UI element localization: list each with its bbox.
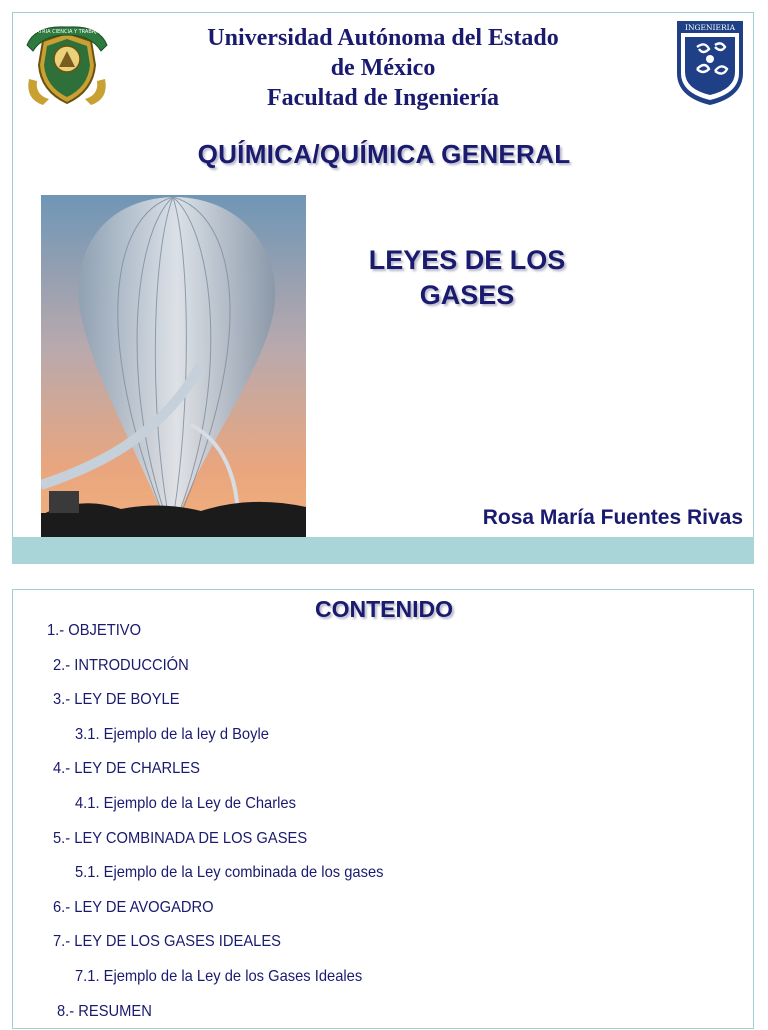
author-name: Rosa María Fuentes Rivas bbox=[482, 506, 743, 529]
topic-line-2: GASES bbox=[419, 280, 515, 310]
contents-slide bbox=[12, 589, 754, 1029]
toc-item: 6.- LEY DE AVOGADRO bbox=[53, 898, 214, 916]
uaem-crest-icon bbox=[21, 19, 113, 111]
toc-item: 7.- LEY DE LOS GASES IDEALES bbox=[53, 933, 281, 951]
toc-item: 3.- LEY DE BOYLE bbox=[53, 691, 180, 709]
faculty-line: Facultad de Ingeniería bbox=[267, 85, 499, 111]
topic-line-1: LEYES DE LOS bbox=[368, 245, 566, 275]
university-line-1: Universidad Autónoma del Estado bbox=[207, 25, 559, 51]
title-slide bbox=[12, 12, 754, 564]
toc-item: 5.1. Ejemplo de la Ley combinada de los gases bbox=[75, 864, 384, 882]
toc-item: 4.- LEY DE CHARLES bbox=[53, 760, 200, 778]
toc-item: 2.- INTRODUCCIÓN bbox=[53, 656, 189, 674]
toc-item: 3.1. Ejemplo de la ley d Boyle bbox=[75, 725, 269, 743]
table-of-contents bbox=[13, 590, 755, 1030]
course-title: QUÍMICA/QUÍMICA GENERAL bbox=[197, 139, 571, 169]
toc-item: 4.1. Ejemplo de la Ley de Charles bbox=[75, 795, 296, 812]
topic-title bbox=[333, 243, 601, 313]
university-line-2: de México bbox=[330, 55, 436, 81]
university-heading bbox=[133, 23, 633, 113]
toc-item: 8.- RESUMEN bbox=[57, 1002, 152, 1020]
toc-item: 7.1. Ejemplo de la Ley de los Gases Ideales bbox=[75, 968, 363, 985]
toc-item: 5.- LEY COMBINADA DE LOS GASES bbox=[53, 829, 308, 847]
crest-motto: PATRIA CIENCIA Y TRABAJO bbox=[33, 29, 101, 35]
ingenieria-shield-icon bbox=[675, 19, 745, 107]
shield-label: INGENIERIA bbox=[684, 23, 736, 32]
contents-title: CONTENIDO bbox=[315, 596, 453, 622]
toc-item: 1.- OBJETIVO bbox=[47, 622, 142, 639]
weather-balloon-photo bbox=[41, 195, 306, 537]
slide-footer-band bbox=[12, 537, 754, 564]
